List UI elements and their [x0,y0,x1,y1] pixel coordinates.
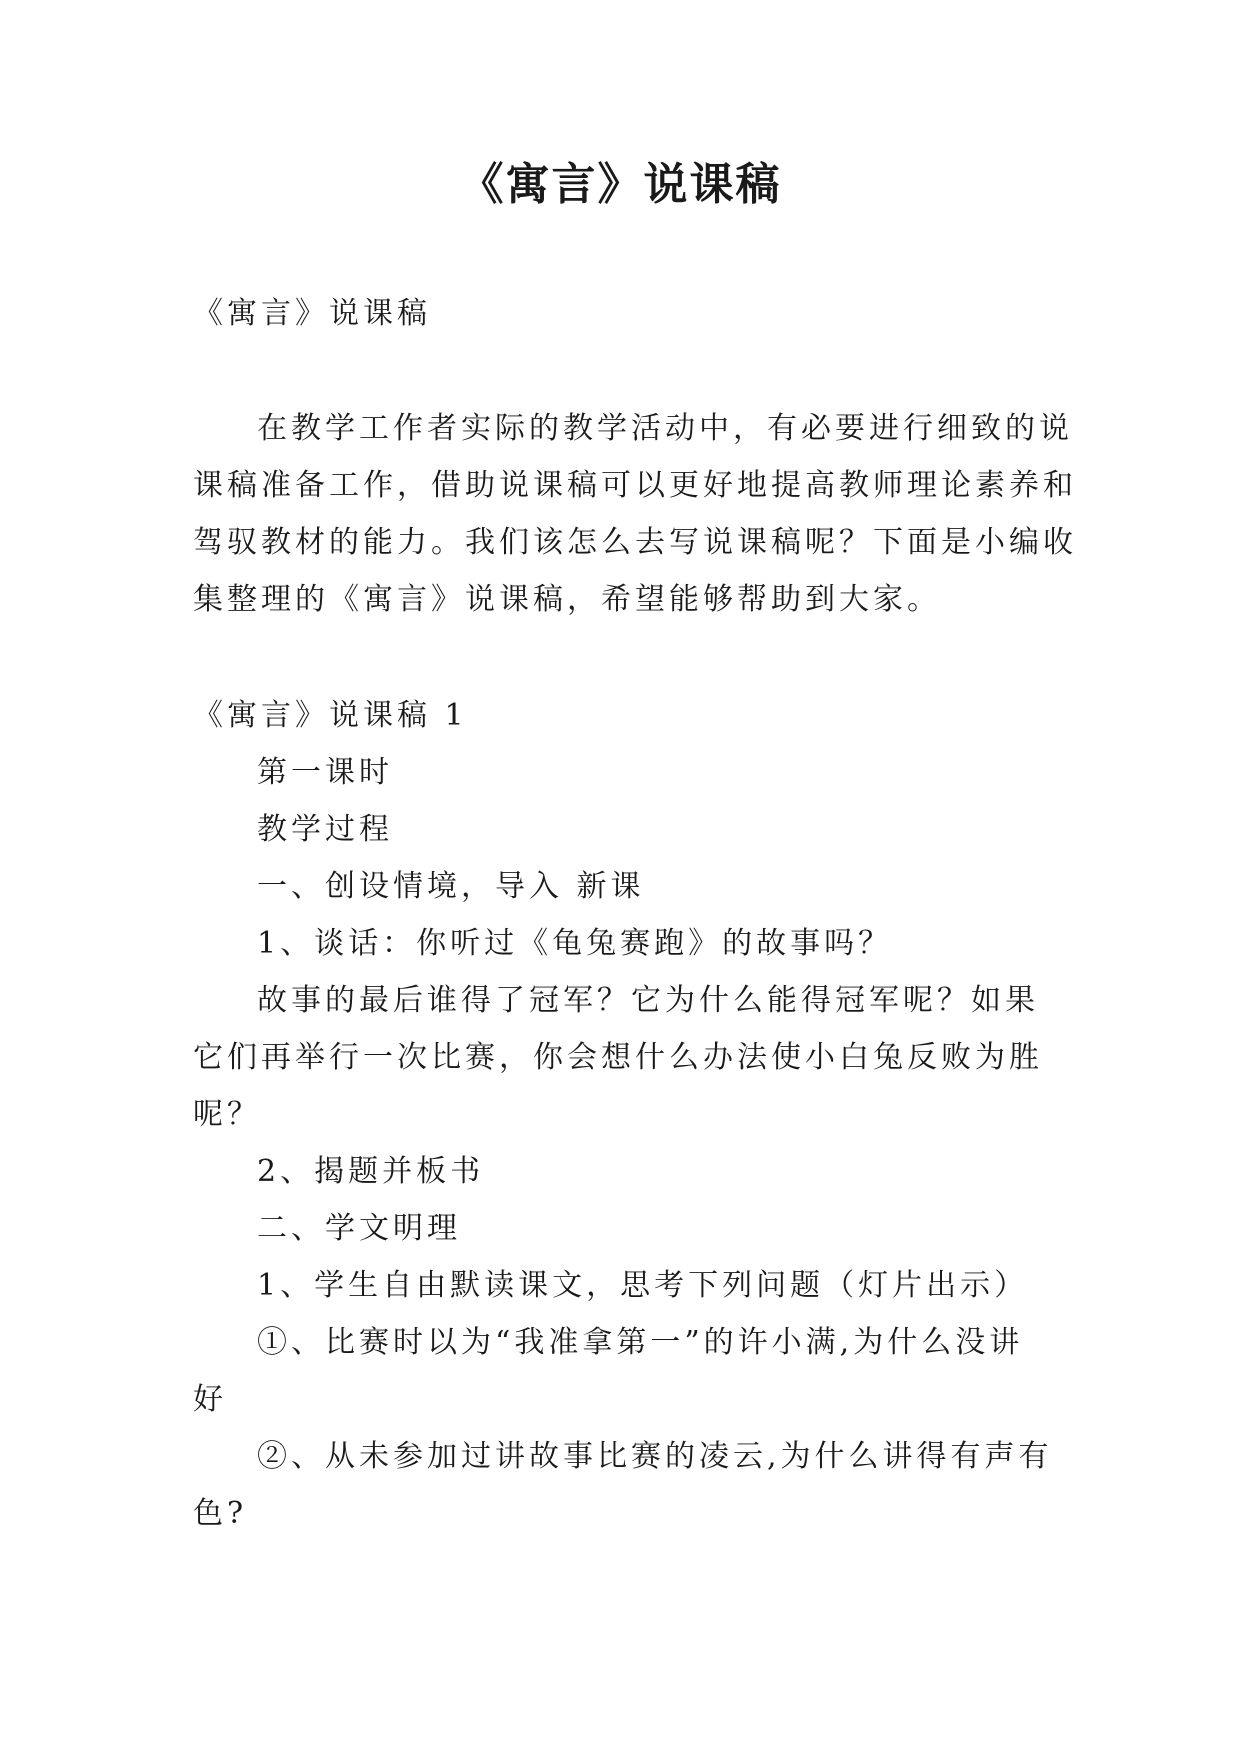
intro-line: 集整理的《寓言》说课稿，希望能够帮助到大家。 [193,582,941,617]
body-line: ①、比赛时以为“我准拿第一”的许小满,为什么没讲 [257,1325,1024,1360]
section-heading: 《寓言》说课稿 1 [193,698,468,733]
document-subtitle: 《寓言》说课稿 [193,296,431,331]
body-line: 1、谈话：你听过《龟兔赛跑》的故事吗？ [257,926,893,961]
body-line: 第一课时 [257,755,393,790]
body-line: 呢？ [193,1097,261,1132]
intro-line: 课稿准备工作，借助说课稿可以更好地提高教师理论素养和 [193,468,1077,503]
body-line: ②、从未参加过讲故事比赛的凌云,为什么讲得有声有 [257,1439,1053,1474]
intro-line: 驾驭教材的能力。我们该怎么去写说课稿呢？下面是小编收 [193,525,1077,560]
body-line: 2、揭题并板书 [257,1154,485,1189]
body-line: 好 [193,1382,227,1417]
body-line: 一、创设情境，导入 新课 [257,869,645,904]
body-line: 1、学生自由默读课文，思考下列问题（灯片出示） [257,1268,1029,1303]
body-line: 故事的最后谁得了冠军？它为什么能得冠军呢？如果 [257,983,1039,1018]
body-line: 二、学文明理 [257,1211,461,1246]
body-line: 色? [193,1496,248,1531]
document-title: 《寓言》说课稿 [459,159,782,210]
body-line: 教学过程 [257,812,393,847]
intro-line: 在教学工作者实际的教学活动中，有必要进行细致的说 [257,411,1073,446]
body-line: 它们再举行一次比赛，你会想什么办法使小白兔反败为胜 [193,1040,1043,1075]
